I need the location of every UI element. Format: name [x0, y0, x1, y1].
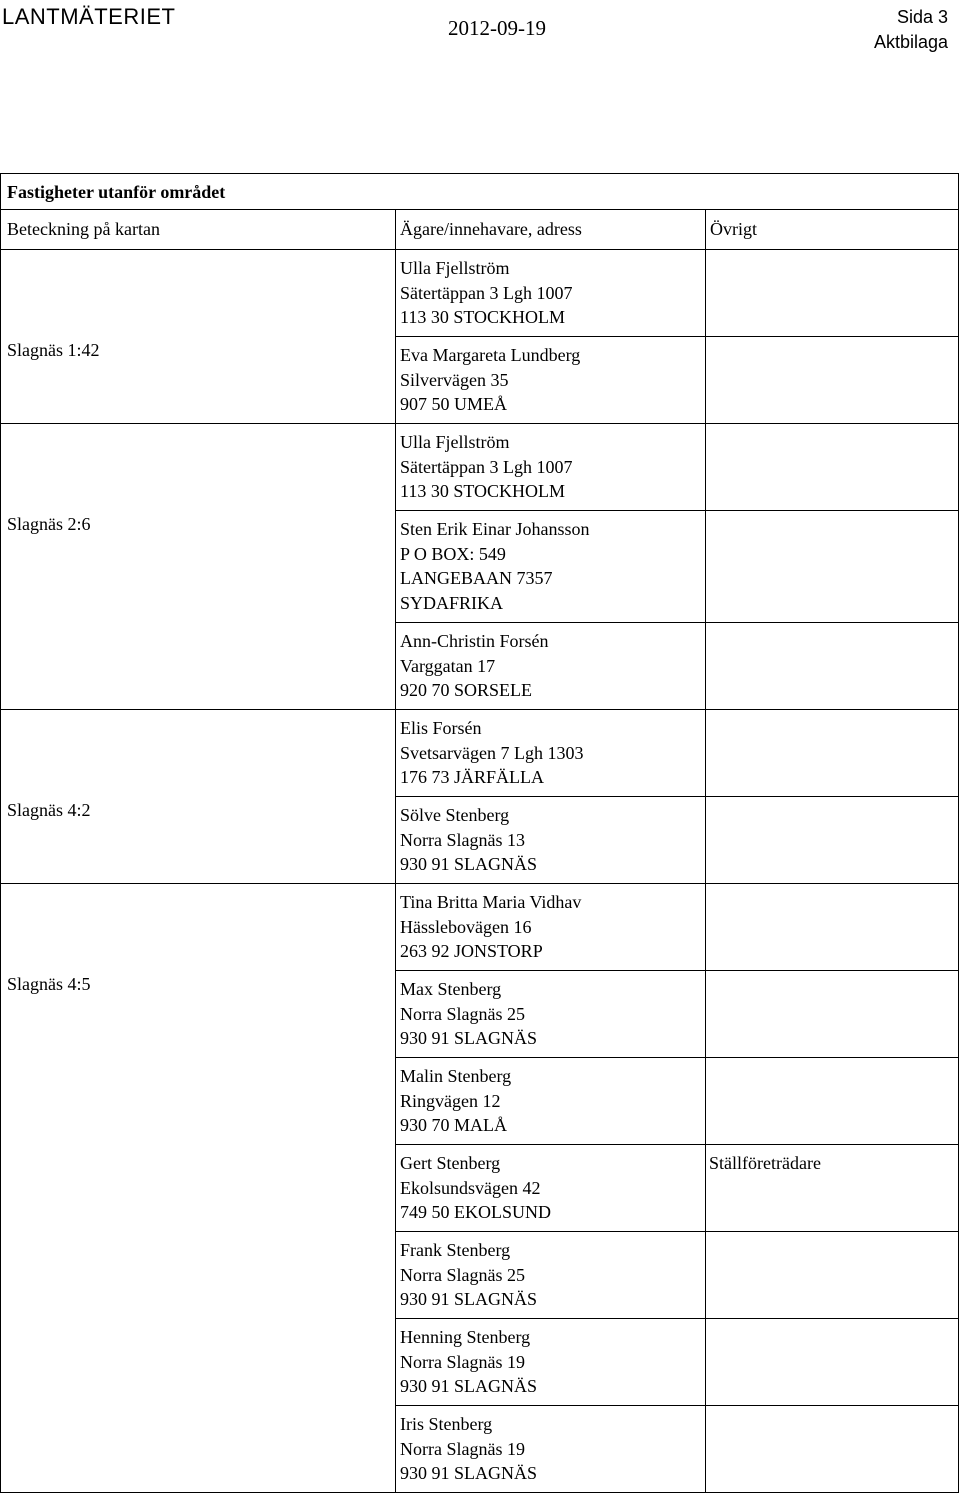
address-line: Norra Slagnäs 19	[400, 1351, 525, 1372]
owner-name: Elis Forsén	[400, 718, 482, 738]
other-note	[706, 797, 959, 884]
owner-name: Eva Margareta Lundberg	[400, 345, 581, 365]
owner-address	[396, 710, 706, 797]
other-note	[706, 1232, 959, 1319]
address-line: 930 91 SLAGNÄS	[400, 1289, 538, 1310]
table-row	[1, 250, 959, 337]
column-header-other: Övrigt	[706, 210, 959, 250]
property-designation: Slagnäs 4:2	[1, 710, 396, 884]
owner-name: Gert Stenberg	[400, 1153, 501, 1173]
other-note	[706, 1319, 959, 1406]
address-line: 113 30 STOCKHOLM	[400, 481, 566, 502]
address-line: 930 91 SLAGNÄS	[400, 1028, 538, 1049]
other-note	[706, 337, 959, 424]
owner-address	[396, 1319, 706, 1406]
address-line: 907 50 UMEÅ	[400, 394, 507, 415]
owner-name: Tina Britta Maria Vidhav	[400, 892, 582, 912]
properties-table	[0, 173, 959, 1493]
address-line: Norra Slagnäs 25	[400, 1003, 525, 1024]
owner-address	[396, 511, 706, 623]
address-line: 263 92 JONSTORP	[400, 941, 543, 962]
owner-name: Malin Stenberg	[400, 1066, 512, 1086]
address-line: Ringvägen 12	[400, 1090, 501, 1111]
address-line: 176 73 JÄRFÄLLA	[400, 767, 545, 788]
owner-address	[396, 1058, 706, 1145]
address-line: Silvervägen 35	[400, 369, 509, 390]
owner-name: Frank Stenberg	[400, 1240, 511, 1260]
other-note	[706, 623, 959, 710]
owner-address	[396, 337, 706, 424]
address-line: LANGEBAAN 7357	[400, 568, 553, 589]
address-line: P O BOX: 549	[400, 543, 506, 564]
other-note	[706, 1058, 959, 1145]
column-header-designation: Beteckning på kartan	[1, 210, 396, 250]
page-number: Sida 3	[896, 7, 948, 27]
owner-name: Sölve Stenberg	[400, 805, 510, 825]
other-note	[706, 424, 959, 511]
owner-address	[396, 884, 706, 971]
table-row	[1, 884, 959, 971]
address-line: 113 30 STOCKHOLM	[400, 307, 566, 328]
owner-address	[396, 1145, 706, 1232]
address-line: SYDAFRIKA	[400, 593, 504, 614]
other-note: Ställföreträdare	[706, 1145, 959, 1232]
owner-address	[396, 797, 706, 884]
page-info	[874, 5, 948, 55]
table-row	[1, 424, 959, 511]
column-header-row	[1, 210, 959, 250]
other-note	[706, 884, 959, 971]
owner-name: Ulla Fjellström	[400, 432, 510, 452]
owner-address	[396, 1232, 706, 1319]
owner-address	[396, 971, 706, 1058]
owner-name: Henning Stenberg	[400, 1327, 531, 1347]
owner-name: Iris Stenberg	[400, 1414, 493, 1434]
other-note	[706, 1406, 959, 1493]
other-note	[706, 710, 959, 797]
document-date: 2012-09-19	[448, 16, 546, 40]
owner-name: Max Stenberg	[400, 979, 502, 999]
address-line: 920 70 SORSELE	[400, 680, 533, 701]
address-line: Sätertäppan 3 Lgh 1007	[400, 456, 573, 477]
owner-name: Ulla Fjellström	[400, 258, 510, 278]
document-type: Aktbilaga	[873, 32, 948, 52]
property-designation: Slagnäs 2:6	[1, 424, 396, 710]
address-line: Hässlebovägen 16	[400, 916, 532, 937]
owner-name: Ann-Christin Forsén	[400, 631, 549, 651]
property-designation: Slagnäs 4:5	[1, 884, 396, 1493]
organization-name: LANTMÄTERIET	[2, 4, 176, 29]
address-line: Svetsarvägen 7 Lgh 1303	[400, 742, 584, 763]
other-note	[706, 971, 959, 1058]
section-title: Fastigheter utanför området	[1, 174, 959, 210]
address-line: 930 91 SLAGNÄS	[400, 854, 538, 875]
address-line: 930 91 SLAGNÄS	[400, 1376, 538, 1397]
owner-address	[396, 424, 706, 511]
address-line: Ekolsundsvägen 42	[400, 1177, 541, 1198]
other-note	[706, 250, 959, 337]
address-line: 930 70 MALÅ	[400, 1115, 507, 1136]
address-line: Norra Slagnäs 13	[400, 829, 525, 850]
address-line: Norra Slagnäs 19	[400, 1438, 525, 1459]
owner-address	[396, 1406, 706, 1493]
property-designation: Slagnäs 1:42	[1, 250, 396, 424]
address-line: Norra Slagnäs 25	[400, 1264, 525, 1285]
owner-address	[396, 250, 706, 337]
address-line: 930 91 SLAGNÄS	[400, 1463, 538, 1484]
other-note	[706, 511, 959, 623]
address-line: Sätertäppan 3 Lgh 1007	[400, 282, 573, 303]
address-line: Varggatan 17	[400, 655, 496, 676]
owner-address	[396, 623, 706, 710]
owner-name: Sten Erik Einar Johansson	[400, 519, 590, 539]
table-row	[1, 710, 959, 797]
column-header-owner: Ägare/innehavare, adress	[396, 210, 706, 250]
address-line: 749 50 EKOLSUND	[400, 1202, 551, 1223]
